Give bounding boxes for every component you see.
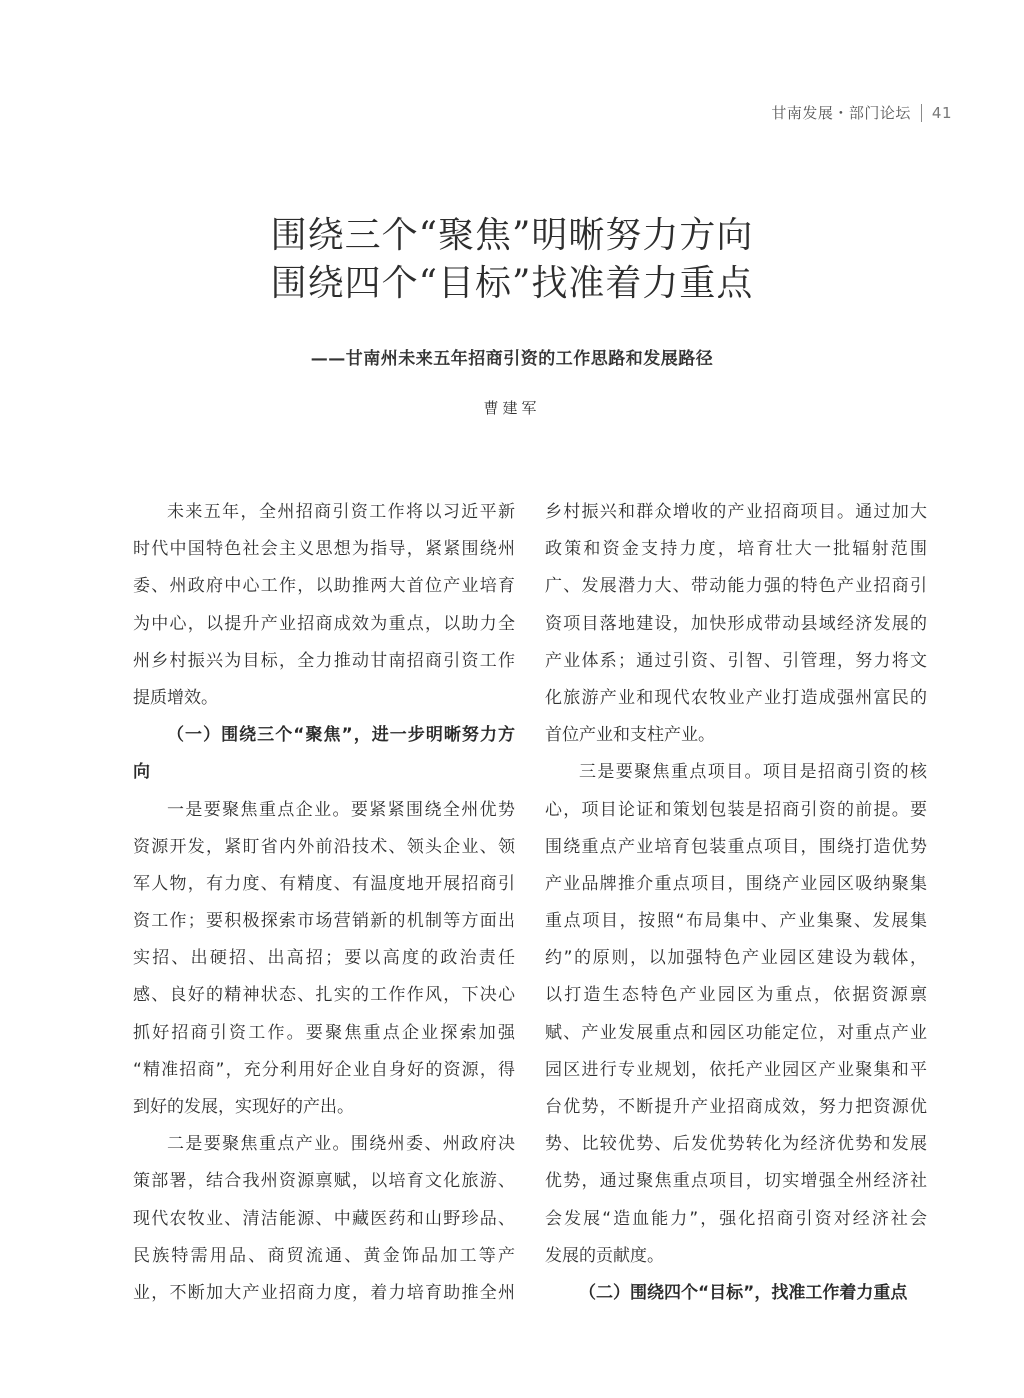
- left-column: [133, 494, 515, 1312]
- section-name: 甘南发展・部门论坛: [771, 104, 911, 122]
- text-line: 发展的贡献度。: [545, 1245, 664, 1266]
- text-line: 产业体系；通过引资、引智、引管理，努力将文: [545, 650, 927, 671]
- text-line: 现代农牧业、清洁能源、中藏医药和山野珍品、: [133, 1208, 515, 1229]
- text-line: 园区进行专业规划，依托产业园区产业聚集和平: [545, 1059, 927, 1080]
- text-line: 时代中国特色社会主义思想为指导，紧紧围绕州: [133, 539, 515, 560]
- text-line: 二是要聚焦重点产业。围绕州委、州政府决: [167, 1134, 515, 1155]
- text-line: 广、发展潜力大、带动能力强的特色产业招商引: [545, 576, 927, 597]
- text-line: 三是要聚焦重点项目。项目是招商引资的核: [579, 762, 927, 783]
- title-line-1: 围绕三个“聚焦”明晰努力方向: [270, 215, 754, 256]
- text-line: 军人物，有力度、有精度、有温度地开展招商引: [133, 873, 515, 894]
- text-line: 策部署，结合我州资源禀赋，以培育文化旅游、: [133, 1171, 515, 1192]
- text-line: 业，不断加大产业招商力度，着力培育助推全州: [133, 1282, 515, 1303]
- text-line: 约”的原则，以加强特色产业园区建设为载体，: [545, 948, 927, 969]
- text-line: 一是要聚焦重点企业。要紧紧围绕全州优势: [167, 799, 515, 820]
- page-number: 41: [931, 103, 952, 122]
- article-title: [0, 212, 1024, 308]
- text-line: 感、良好的精神状态、扎实的工作作风，下决心: [133, 985, 515, 1006]
- running-header: [771, 102, 952, 123]
- text-line: 为中心，以提升产业招商成效为重点，以助力全: [133, 613, 515, 634]
- text-line: 资源开发，紧盯省内外前沿技术、领头企业、领: [133, 836, 515, 857]
- section-heading-1-cont: 向: [133, 762, 150, 783]
- text-line: 台优势，不断提升产业招商成效，努力把资源优: [545, 1097, 927, 1117]
- text-line: 实招、出硬招、出高招；要以高度的政治责任: [133, 948, 515, 969]
- section-heading-1: （一）围绕三个“聚焦”，进一步明晰努力方: [167, 725, 515, 746]
- text-line: 民族特需用品、商贸流通、黄金饰品加工等产: [133, 1245, 515, 1266]
- text-line: 委、州政府中心工作，以助推两大首位产业培育: [133, 576, 515, 597]
- header-divider: [921, 104, 922, 122]
- text-line: 心，项目论证和策划包装是招商引资的前提。要: [545, 799, 927, 820]
- text-line: 州乡村振兴为目标，全力推动甘南招商引资工作: [133, 650, 515, 671]
- article-subtitle: ——甘南州未来五年招商引资的工作思路和发展路径: [310, 349, 714, 369]
- text-line: 到好的发展，实现好的产出。: [133, 1097, 354, 1117]
- text-line: 会发展“造血能力”，强化招商引资对经济社会: [545, 1208, 927, 1229]
- text-line: 以打造生态特色产业园区为重点，依据资源禀: [545, 985, 927, 1006]
- text-line: 抓好招商引资工作。要聚焦重点企业探索加强: [133, 1022, 515, 1043]
- text-line: 优势，通过聚焦重点项目，切实增强全州经济社: [545, 1171, 927, 1192]
- text-line: “精准招商”，充分利用好企业自身好的资源，得: [133, 1059, 515, 1080]
- text-line: 化旅游产业和现代农牧业产业打造成强州富民的: [545, 687, 927, 708]
- text-line: 重点项目，按照“布局集中、产业集聚、发展集: [545, 911, 927, 932]
- text-line: 资项目落地建设，加快形成带动县域经济发展的: [545, 613, 927, 634]
- text-line: 提质增效。: [133, 687, 218, 708]
- text-line: 势、比较优势、后发优势转化为经济优势和发展: [545, 1134, 927, 1155]
- article-author: 曹建军: [483, 399, 541, 417]
- section-heading-2: （二）围绕四个“目标”，找准工作着力重点: [579, 1282, 908, 1303]
- text-line: 围绕重点产业培育包装重点项目，围绕打造优势: [545, 836, 927, 857]
- text-line: 赋、产业发展重点和园区功能定位，对重点产业: [545, 1022, 927, 1043]
- text-line: 乡村振兴和群众增收的产业招商项目。通过加大: [545, 502, 927, 522]
- right-column: [545, 494, 927, 1312]
- text-line: 产业品牌推介重点项目，围绕产业园区吸纳聚集: [545, 873, 927, 894]
- title-line-2: 围绕四个“目标”找准着力重点: [270, 263, 754, 304]
- text-line: 资工作；要积极探索市场营销新的机制等方面出: [133, 911, 515, 932]
- text-line: 政策和资金支持力度，培育壮大一批辐射范围: [545, 539, 927, 560]
- text-line: 首位产业和支柱产业。: [545, 725, 715, 746]
- text-line: 未来五年，全州招商引资工作将以习近平新: [167, 502, 515, 522]
